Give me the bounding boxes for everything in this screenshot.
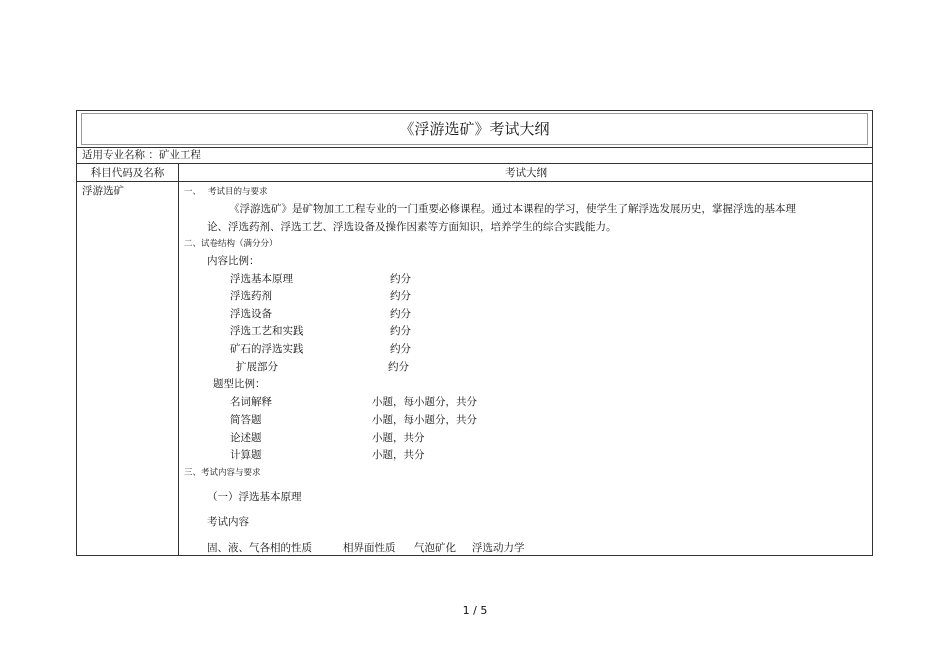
- content-item-name: 浮选药剂: [230, 290, 272, 302]
- subject-name: 浮游选矿: [82, 185, 124, 197]
- content-item-score: 约分: [390, 273, 411, 285]
- header-subject-code: 科目代码及名称: [90, 167, 165, 179]
- question-item-name: 计算题: [230, 449, 262, 461]
- question-item-name: 简答题: [230, 414, 262, 426]
- question-item-detail: 小题，共分: [372, 432, 425, 444]
- topic-item: 浮选动力学: [472, 542, 525, 554]
- document-title: 《浮游选矿》考试大纲: [399, 120, 550, 138]
- topic-item: 固、液、气各相的性质: [207, 542, 312, 554]
- section3-title: 三、考试内容与要求: [184, 468, 261, 478]
- content-item-score: 约分: [390, 308, 411, 320]
- question-item-name: 论述题: [230, 432, 262, 444]
- content-item-score: 约分: [390, 343, 411, 355]
- content-item-name: 浮选设备: [230, 308, 272, 320]
- intro-paragraph-line2: 论、浮选药剂、浮选工艺、浮选设备及操作因素等方面知识，培养学生的综合实践能力。: [207, 221, 617, 233]
- major-line: 适用专业名称 ：矿业工程: [82, 149, 201, 161]
- header-outline: 考试大纲: [505, 167, 547, 179]
- content-item-score: 约分: [388, 361, 409, 373]
- page-number: 1 / 5: [462, 604, 488, 617]
- topic-item: 气泡矿化: [414, 542, 456, 554]
- column-divider: [178, 163, 179, 556]
- question-ratio-label: 题型比例：: [213, 378, 266, 390]
- content-item-score: 约分: [390, 325, 411, 337]
- question-item-detail: 小题，每小题分，共分: [372, 396, 477, 408]
- section2-title: 二、试卷结构（满分分）: [184, 239, 278, 249]
- section1-title: 考试目的与要求: [208, 187, 268, 197]
- content-item-name: 矿石的浮选实践: [230, 343, 304, 355]
- content-item-name: 浮选工艺和实践: [230, 325, 304, 337]
- question-item-name: 名词解释: [230, 396, 272, 408]
- intro-paragraph-line1: 《浮游选矿》是矿物加工工程专业的一门重要必修课程。通过本课程的学习，使学生了解浮选发展历史，掌握浮选的基本理: [229, 203, 796, 215]
- content-ratio-label: 内容比例：: [207, 255, 260, 267]
- content-item-name: 浮选基本原理: [230, 273, 293, 285]
- question-item-detail: 小题，共分: [372, 449, 425, 461]
- content-item-score: 约分: [390, 290, 411, 302]
- subsection1-title: （一）浮选基本原理: [207, 491, 302, 503]
- section1-number: 一、: [184, 187, 202, 197]
- question-item-detail: 小题，每小题分，共分: [372, 414, 477, 426]
- topic-item: 相界面性质: [343, 542, 396, 554]
- content-item-name: 扩展部分: [236, 361, 278, 373]
- row-divider-major: [76, 163, 873, 164]
- exam-content-label: 考试内容: [207, 516, 249, 528]
- row-divider-header: [76, 181, 873, 182]
